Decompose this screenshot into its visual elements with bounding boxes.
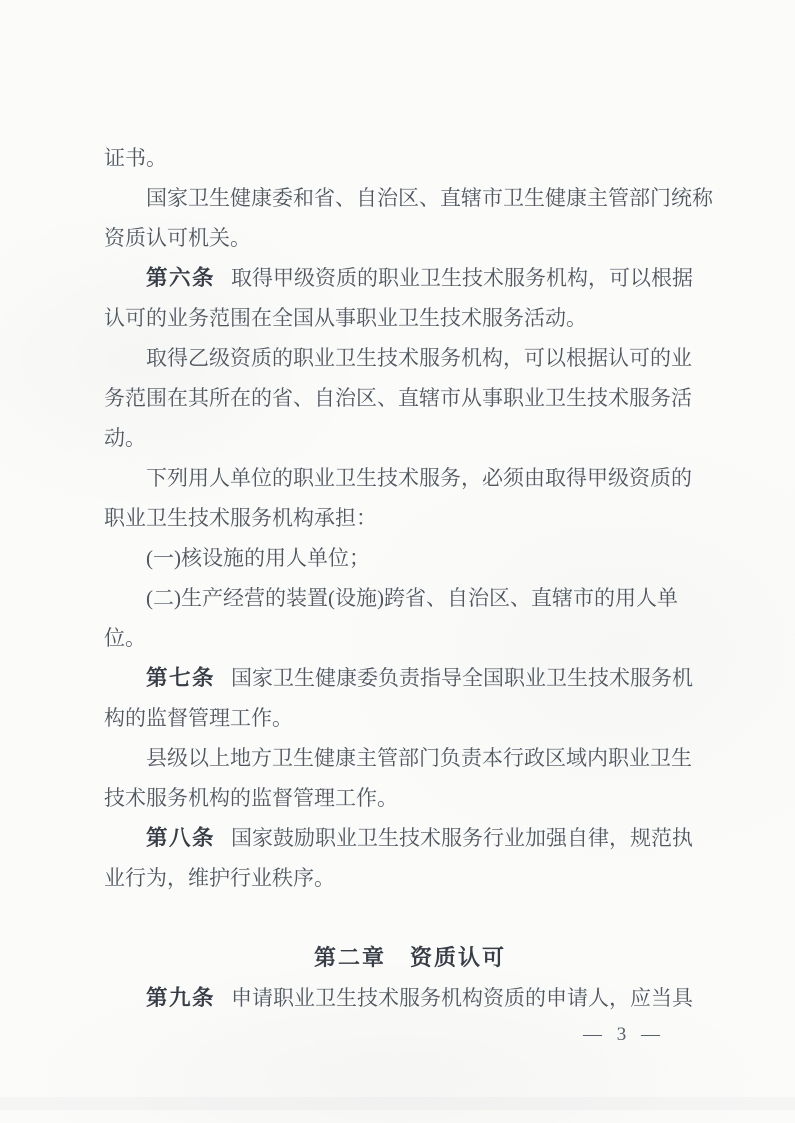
doc-line <box>104 178 716 218</box>
article-8-label: 第八条 <box>146 826 216 850</box>
doc-line <box>104 778 716 818</box>
chapter-heading: 第二章 资质认可 <box>313 945 506 970</box>
line-text: 资质认可机关。 <box>104 226 251 250</box>
doc-line <box>104 618 716 658</box>
doc-line <box>104 698 716 738</box>
doc-line <box>104 218 716 258</box>
line-text: 证书。 <box>104 146 167 170</box>
article-6-label: 第六条 <box>146 266 216 290</box>
line-text: 取得乙级资质的职业卫生技术服务机构，可以根据认可的业 <box>146 346 692 370</box>
line-text: 国家鼓励职业卫生技术服务行业加强自律，规范执 <box>231 826 694 850</box>
line-text: 国家卫生健康委和省、自治区、直辖市卫生健康主管部门统称 <box>146 186 713 210</box>
line-text: 务范围在其所在的省、自治区、直辖市从事职业卫生技术服务活 <box>104 386 692 410</box>
line-text: 国家卫生健康委负责指导全国职业卫生技术服务机 <box>231 666 694 690</box>
article-9-label: 第九条 <box>146 986 216 1010</box>
doc-line-article-8 <box>104 818 716 858</box>
line-text: 取得甲级资质的职业卫生技术服务机构，可以根据 <box>231 266 694 290</box>
scan-artifact <box>0 1097 795 1110</box>
line-text: 位。 <box>104 626 146 650</box>
line-text: 动。 <box>104 426 146 450</box>
line-text: 职业卫生技术服务机构承担： <box>104 506 377 530</box>
line-text: 构的监督管理工作。 <box>104 706 293 730</box>
line-text: 认可的业务范围在全国从事职业卫生技术服务活动。 <box>104 306 587 330</box>
line-text: 县级以上地方卫生健康主管部门负责本行政区域内职业卫生 <box>146 746 692 770</box>
page-number: — 3 — <box>583 1024 665 1045</box>
doc-line-item-1 <box>104 538 716 578</box>
doc-line-article-7 <box>104 658 716 698</box>
doc-line <box>104 458 716 498</box>
doc-line-item-2 <box>104 578 716 618</box>
doc-line <box>104 418 716 458</box>
document-body <box>104 138 716 1018</box>
doc-line <box>104 298 716 338</box>
line-text: (二)生产经营的装置(设施)跨省、自治区、直辖市的用人单 <box>146 586 678 610</box>
doc-line <box>104 858 716 898</box>
doc-line <box>104 738 716 778</box>
line-text: 技术服务机构的监督管理工作。 <box>104 786 398 810</box>
article-7-label: 第七条 <box>146 666 216 690</box>
doc-line <box>104 498 716 538</box>
doc-line <box>104 138 716 178</box>
line-text: 申请职业卫生技术服务机构资质的申请人，应当具 <box>231 986 694 1010</box>
doc-line <box>104 338 716 378</box>
doc-line-article-9 <box>104 978 716 1018</box>
line-text: (一)核设施的用人单位； <box>146 546 370 570</box>
line-text: 业行为，维护行业秩序。 <box>104 866 335 890</box>
doc-line <box>104 378 716 418</box>
line-text: 下列用人单位的职业卫生技术服务，必须由取得甲级资质的 <box>146 466 692 490</box>
doc-line-article-6 <box>104 258 716 298</box>
